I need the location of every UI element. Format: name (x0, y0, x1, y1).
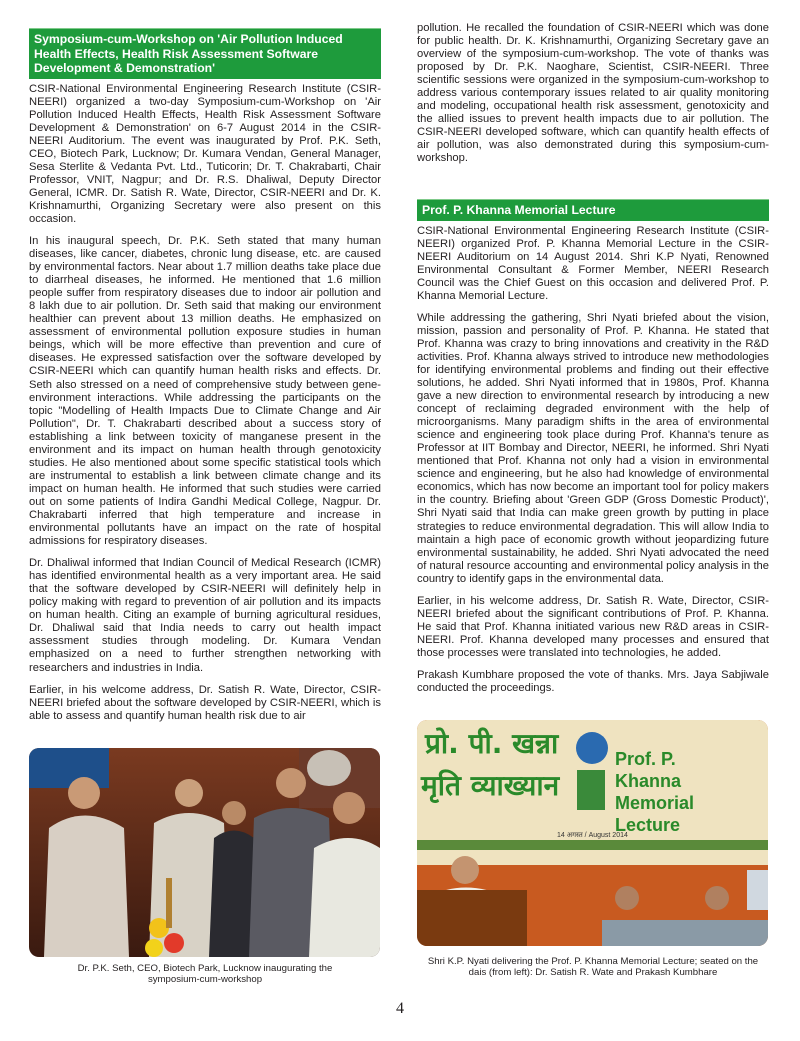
photo-caption-memorial-lecture: Shri K.P. Nyati delivering the Prof. P. Khanna Memorial Lecture; seated on the dais (from left): Dr. Satish R. Wate and Prakash Kumbhare (427, 956, 759, 979)
photo-memorial-lecture (417, 720, 768, 946)
paragraph-continuation: pollution. He recalled the foundation of CSIR-NEERI which was done for public health. Dr. K. Krishnamurthi, Organizing Secretary gave an overview of the symposium-cum-workshop. The vote of thanks was proposed by Dr. P.K. Naoghare, Scientist, CSIR-NEERI. Three scientific sessions were organized in the symposium-cum-workshop to address various contemporary issues related to air quality monitoring and modeling, occupational health risk assessment, genotoxicity and the allied issues to prevent health impacts due to air pollution. The CSIR-NEERI developed software, which can quantify health effects of air pollution, was also demonstrated during this symposium-cum-workshop. (417, 22, 769, 165)
section-title-symposium: Symposium-cum-Workshop on 'Air Pollution Induced Health Effects, Health Risk Assessment Software Development & Demonstration' (29, 28, 381, 79)
photo-inauguration (29, 748, 380, 957)
banner-hindi-line1: प्रो. पी. खन्ना (425, 727, 559, 760)
photo-caption-inauguration: Dr. P.K. Seth, CEO, Biotech Park, Lucknow inaugurating the symposium-cum-workshop (77, 963, 333, 986)
banner-date: 14 अगस्त / August 2014 (557, 832, 628, 839)
paragraph: CSIR-National Environmental Engineering Research Institute (CSIR-NEERI) organized a two-day Symposium-cum-Workshop on 'Air Pollution Induced Health Effects, Health Risk Assessment Software Development & Demonstration' on 6-7 August 2014 in the CSIR-NEERI Auditorium. The event was inaugurated by Prof. P.K. Seth, CEO, Biotech Park, Lucknow; Dr. Kumara Vendan, General Manager, Sesa Sterlite & Vedanta Pvt. Ltd., Tuticorin; Dr. T. Chakrabarti, Chair Professor, VNIT, Nagpur; and Dr. R.S. Dhaliwal, Deputy Director General, ICMR. Dr. Satish R. Wate, Director, CSIR-NEERI and Dr. K. Krishnamurthi, Organizing Secretary were also present on this occasion. (29, 82, 381, 225)
inauguration-photo-image (29, 748, 380, 957)
banner-english-title: Prof. P. Khanna Memorial Lecture (615, 749, 695, 835)
paragraph: Dr. Dhaliwal informed that Indian Council of Medical Research (ICMR) has identified environmental health as a very important area. He said that the software developed by CSIR-NEERI will definitely help in policy making with regard to prevention of air pollution and its impacts on human health. Citing an example of burning agricultural residues, Dr. Dhaliwal said that India needs to carry out health impact assessment studies through modeling. Dr. Kumara Vendan emphasized on a need to further strengthen networking with researchers and industries in India. (29, 557, 381, 674)
right-column (417, 199, 769, 704)
paragraph: In his inaugural speech, Dr. P.K. Seth stated that many human diseases, like cancer, diabetes, chronic lung disease, etc. are caused by environmental factors. Near about 1.7 million deaths take place due to diarrheal diseases, he informed. He mentioned that 1.6 million people suffer from respiratory diseases due to indoor air pollution and 8 lakh due to air pollution. Dr. Seth said that making our environment healthier can prevent about 13 million deaths. He emphasized on assessment of environmental pollution exposure studies in human beings, which will be more effective than prevention and cure of diseases. He expressed satisfaction over the software developed by CSIR-NEERI which can quantify human health risks and effects. Dr. Seth also stressed on a need of comprehensive study between gene-environment interactions. While addressing the participants on the topic "Modelling of Health Impacts Due to Climate Change and Air Pollution", Dr. T. Chakrabarti described about a success story of establishing a link between toxicity of manganese present in the environment and its impact on human health through genotoxicity studies. He also mentioned about some specific statistical tools which are instrumental to establish a link between climate change and its impact on human health. He informed that such studies were carried out on some patients of Indira Gandhi Medical College, Nagpur. Dr. Chakrabarti inferred that high temperature and increase in environmental pollutants have an impact on the rate of hospital admissions for respiratory diseases. (29, 235, 381, 548)
banner-hindi-line2: मृति व्याख्यान (421, 769, 560, 802)
paragraph: CSIR-National Environmental Engineering Research Institute (CSIR-NEERI) organized Prof. P. Khanna Memorial Lecture in the CSIR-NEERI Auditorium on 14 August 2014. Shri K.P Nyati, Renowned Environmental Consultant & Former Member, NEERI Research Council was the Chief Guest on this occasion and delivered Prof. P. Khanna Memorial Lecture. (417, 224, 769, 302)
paragraph: Earlier, in his welcome address, Dr. Satish R. Wate, Director, CSIR-NEERI briefed about the software developed by CSIR-NEERI, which is able to assess and quantify human health risk due to air (29, 683, 381, 722)
paragraph: Prakash Kumbhare proposed the vote of thanks. Mrs. Jaya Sabjiwale conducted the proceedings. (417, 669, 769, 695)
paragraph: Earlier, in his welcome address, Dr. Satish R. Wate, Director, CSIR-NEERI briefed about the significant contributions of Prof. P. Khanna. He said that Prof. Khanna initiated various new R&D areas in CSIR-NEERI. Prof. Khanna developed many processes and ensured that those processes were translated into technologies, he added. (417, 594, 769, 659)
left-column (29, 22, 381, 733)
page-number: 4 (396, 1000, 404, 1017)
section-title-khanna-lecture: Prof. P. Khanna Memorial Lecture (417, 199, 769, 221)
paragraph: While addressing the gathering, Shri Nyati briefed about the vision, mission, passion and personality of Prof. P. Khanna. He stated that Prof. Khanna was crazy to bring innovations and creativity in the R&D activities. Prof. Khanna always strived to introduce new methodologies for identifying environmental problems and finding out their effective solutions, he added. Shri Nyati informed that in 1980s, Prof. Khanna gave a new direction to environmental research by introducing a new concept of reclaiming degraded environment with the help of microorganisms. Many paradigm shifts in the area of environmental science and engineering took place during Prof. Khanna's tenure as Professor at IIT Bombay and Director, NEERI, he informed. Shri Nyati mentioned that Prof. Khanna not only had a vision in environmental science and engineering, but he also had knowledge of environmental economics, which has now become an important tool for policy makers in the country. Briefing about 'Green GDP (Gross Domestic Product)', Shri Nyati said that India can make green growth by putting in place strategies to reduce environmental degradation. This will allow India to maintain a high pace of economic growth without jeopardizing future environmental sustainability, he added. Shri Nyati advocated the need of natural resource accounting and environmental policy analysis in the country to identify gaps in the environmental data. (417, 311, 769, 585)
right-column-continuation (417, 22, 769, 191)
